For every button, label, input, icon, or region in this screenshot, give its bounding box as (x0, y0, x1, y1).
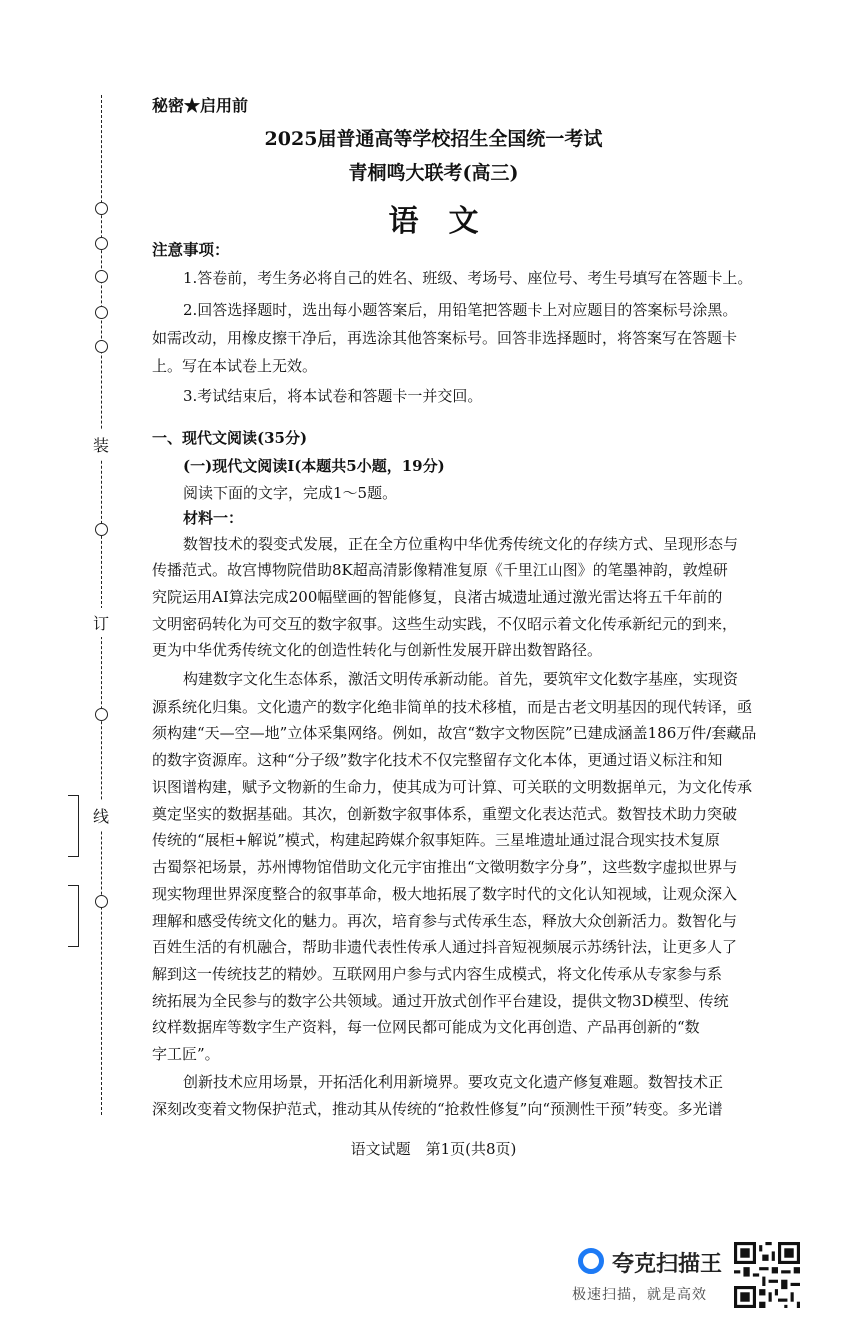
body-line: 传播范式。故宫博物院借助8K超高清影像精准复原《千里江山图》的笔墨神韵，敦煌研 (152, 561, 728, 579)
body-line: 构建数字文化生态体系，激活文明传承新动能。首先，要筑牢文化数字基座，实现资 (183, 670, 739, 688)
scanner-logo-icon (578, 1248, 604, 1274)
exam-title: 2025届普通高等学校招生全国统一考试 (264, 128, 603, 150)
body-line: 更为中华优秀传统文化的创造性转化与创新性发展开辟出数智路径。 (152, 641, 603, 659)
scanner-tagline: 极速扫描，就是高效 (572, 1287, 707, 1303)
notice-line: 1.答卷前，考生务必将自己的姓名、班级、考场号、座位号、考生号填写在答题卡上。 (183, 269, 753, 287)
binding-hole (95, 340, 108, 353)
body-line: 百姓生活的有机融合，帮助非遗代表性传承人通过抖音短视频展示苏绣针法，让更多人了 (152, 938, 738, 956)
body-line: 识图谱构建，赋予文物新的生命力，使其成为可计算、可关联的文明数据单元，为文化传承 (152, 778, 753, 796)
notice-title: 注意事项： (152, 240, 230, 259)
body-line: 传统的“展柜+解说”模式，构建起跨媒介叙事矩阵。三星堆遗址通过混合现实技术复原 (152, 831, 720, 849)
binding-hole (95, 708, 108, 721)
body-line: 的数字资源库。这种“分子级”数字化技术不仅完整留存文化本体，更通过语义标注和知 (152, 751, 723, 769)
body-line: 现实物理世界深度整合的叙事革命，极大地拓展了数字时代的文化认知视域，让观众深入 (152, 885, 738, 903)
body-line: 古蜀祭祀场景，苏州博物馆借助文化元宇宙推出“文徵明数字分身”，这些数字虚拟世界与 (152, 858, 738, 876)
body-line: 统拓展为全民参与的数字公共领域。通过开放式创作平台建设，提供文物3D模型、传统 (152, 992, 729, 1010)
material-label: 材料一： (183, 509, 244, 527)
body-line: 须构建“天—空—地”立体采集网络。例如，故宫“数字文物医院”已建成涵盖186万件/套藏品 (152, 724, 757, 742)
binding-hole (95, 895, 108, 908)
notice-line: 3.考试结束后，将本试卷和答题卡一并交回。 (183, 387, 483, 405)
notice-line: 2.回答选择题时，选出每小题答案后，用铅笔把答题卡上对应题目的答案标号涂黑。 (183, 301, 738, 319)
body-line: 究院运用AI算法完成200幅壁画的智能修复，良渚古城遗址通过激光雷达将五千年前的 (152, 588, 723, 606)
page-footer: 语文试题 第1页(共8页) (350, 1140, 517, 1158)
body-line: 创新技术应用场景，开拓活化利用新境界。要攻克文化遗产修复难题。数智技术正 (183, 1073, 724, 1091)
body-line: 数智技术的裂变式发展，正在全方位重构中华优秀传统文化的存续方式、呈现形态与 (183, 535, 739, 553)
margin-char-zhuang: 装 (93, 430, 109, 459)
qr-code-icon (734, 1242, 800, 1308)
scanner-brand: 夸克扫描王 (612, 1252, 723, 1277)
section-subheading: (一)现代文阅读Ⅰ(本题共5小题，19分) (183, 457, 445, 475)
margin-bracket (68, 795, 79, 857)
exam-subtitle: 青桐鸣大联考(高三) (348, 162, 519, 184)
subject-title: 语文 (388, 204, 509, 239)
notice-line: 上。写在本试卷上无效。 (152, 357, 318, 375)
margin-char-xian: 线 (93, 801, 109, 830)
binding-hole (95, 270, 108, 283)
body-line: 深刻改变着文物保护范式，推动其从传统的“抢救性修复”向“预测性干预”转变。多光谱 (152, 1100, 723, 1118)
notice-line: 如需改动，用橡皮擦干净后，再选涂其他答案标号。回答非选择题时，将答案写在答题卡 (152, 329, 738, 347)
confidential-label: 秘密★启用前 (152, 96, 249, 115)
section-heading: 一、现代文阅读(35分) (152, 429, 308, 447)
body-line: 字工匠”。 (152, 1045, 220, 1063)
body-line: 文明密码转化为可交互的数字叙事。这些生动实践，不仅昭示着文化传承新纪元的到来， (152, 615, 738, 633)
body-line: 理解和感受传统文化的魅力。再次，培育参与式传承生态，释放大众创新活力。数智化与 (152, 912, 738, 930)
binding-hole (95, 306, 108, 319)
body-line: 源系统化归集。文化遗产的数字化绝非简单的技术移植，而是古老文明基因的现代转译，亟 (152, 698, 753, 716)
binding-hole (95, 523, 108, 536)
margin-bracket (68, 885, 79, 947)
margin-char-ding: 订 (93, 608, 109, 637)
body-line: 解到这一传统技艺的精妙。互联网用户参与式内容生成模式，将文化传承从专家参与系 (152, 965, 723, 983)
body-line: 奠定坚实的数据基础。其次，创新数字叙事体系，重塑文化表达范式。数智技术助力突破 (152, 805, 738, 823)
reading-instruction: 阅读下面的文字，完成1～5题。 (183, 484, 398, 502)
body-line: 纹样数据库等数字生产资料，每一位网民都可能成为文化再创造、产品再创新的“数 (152, 1018, 700, 1036)
